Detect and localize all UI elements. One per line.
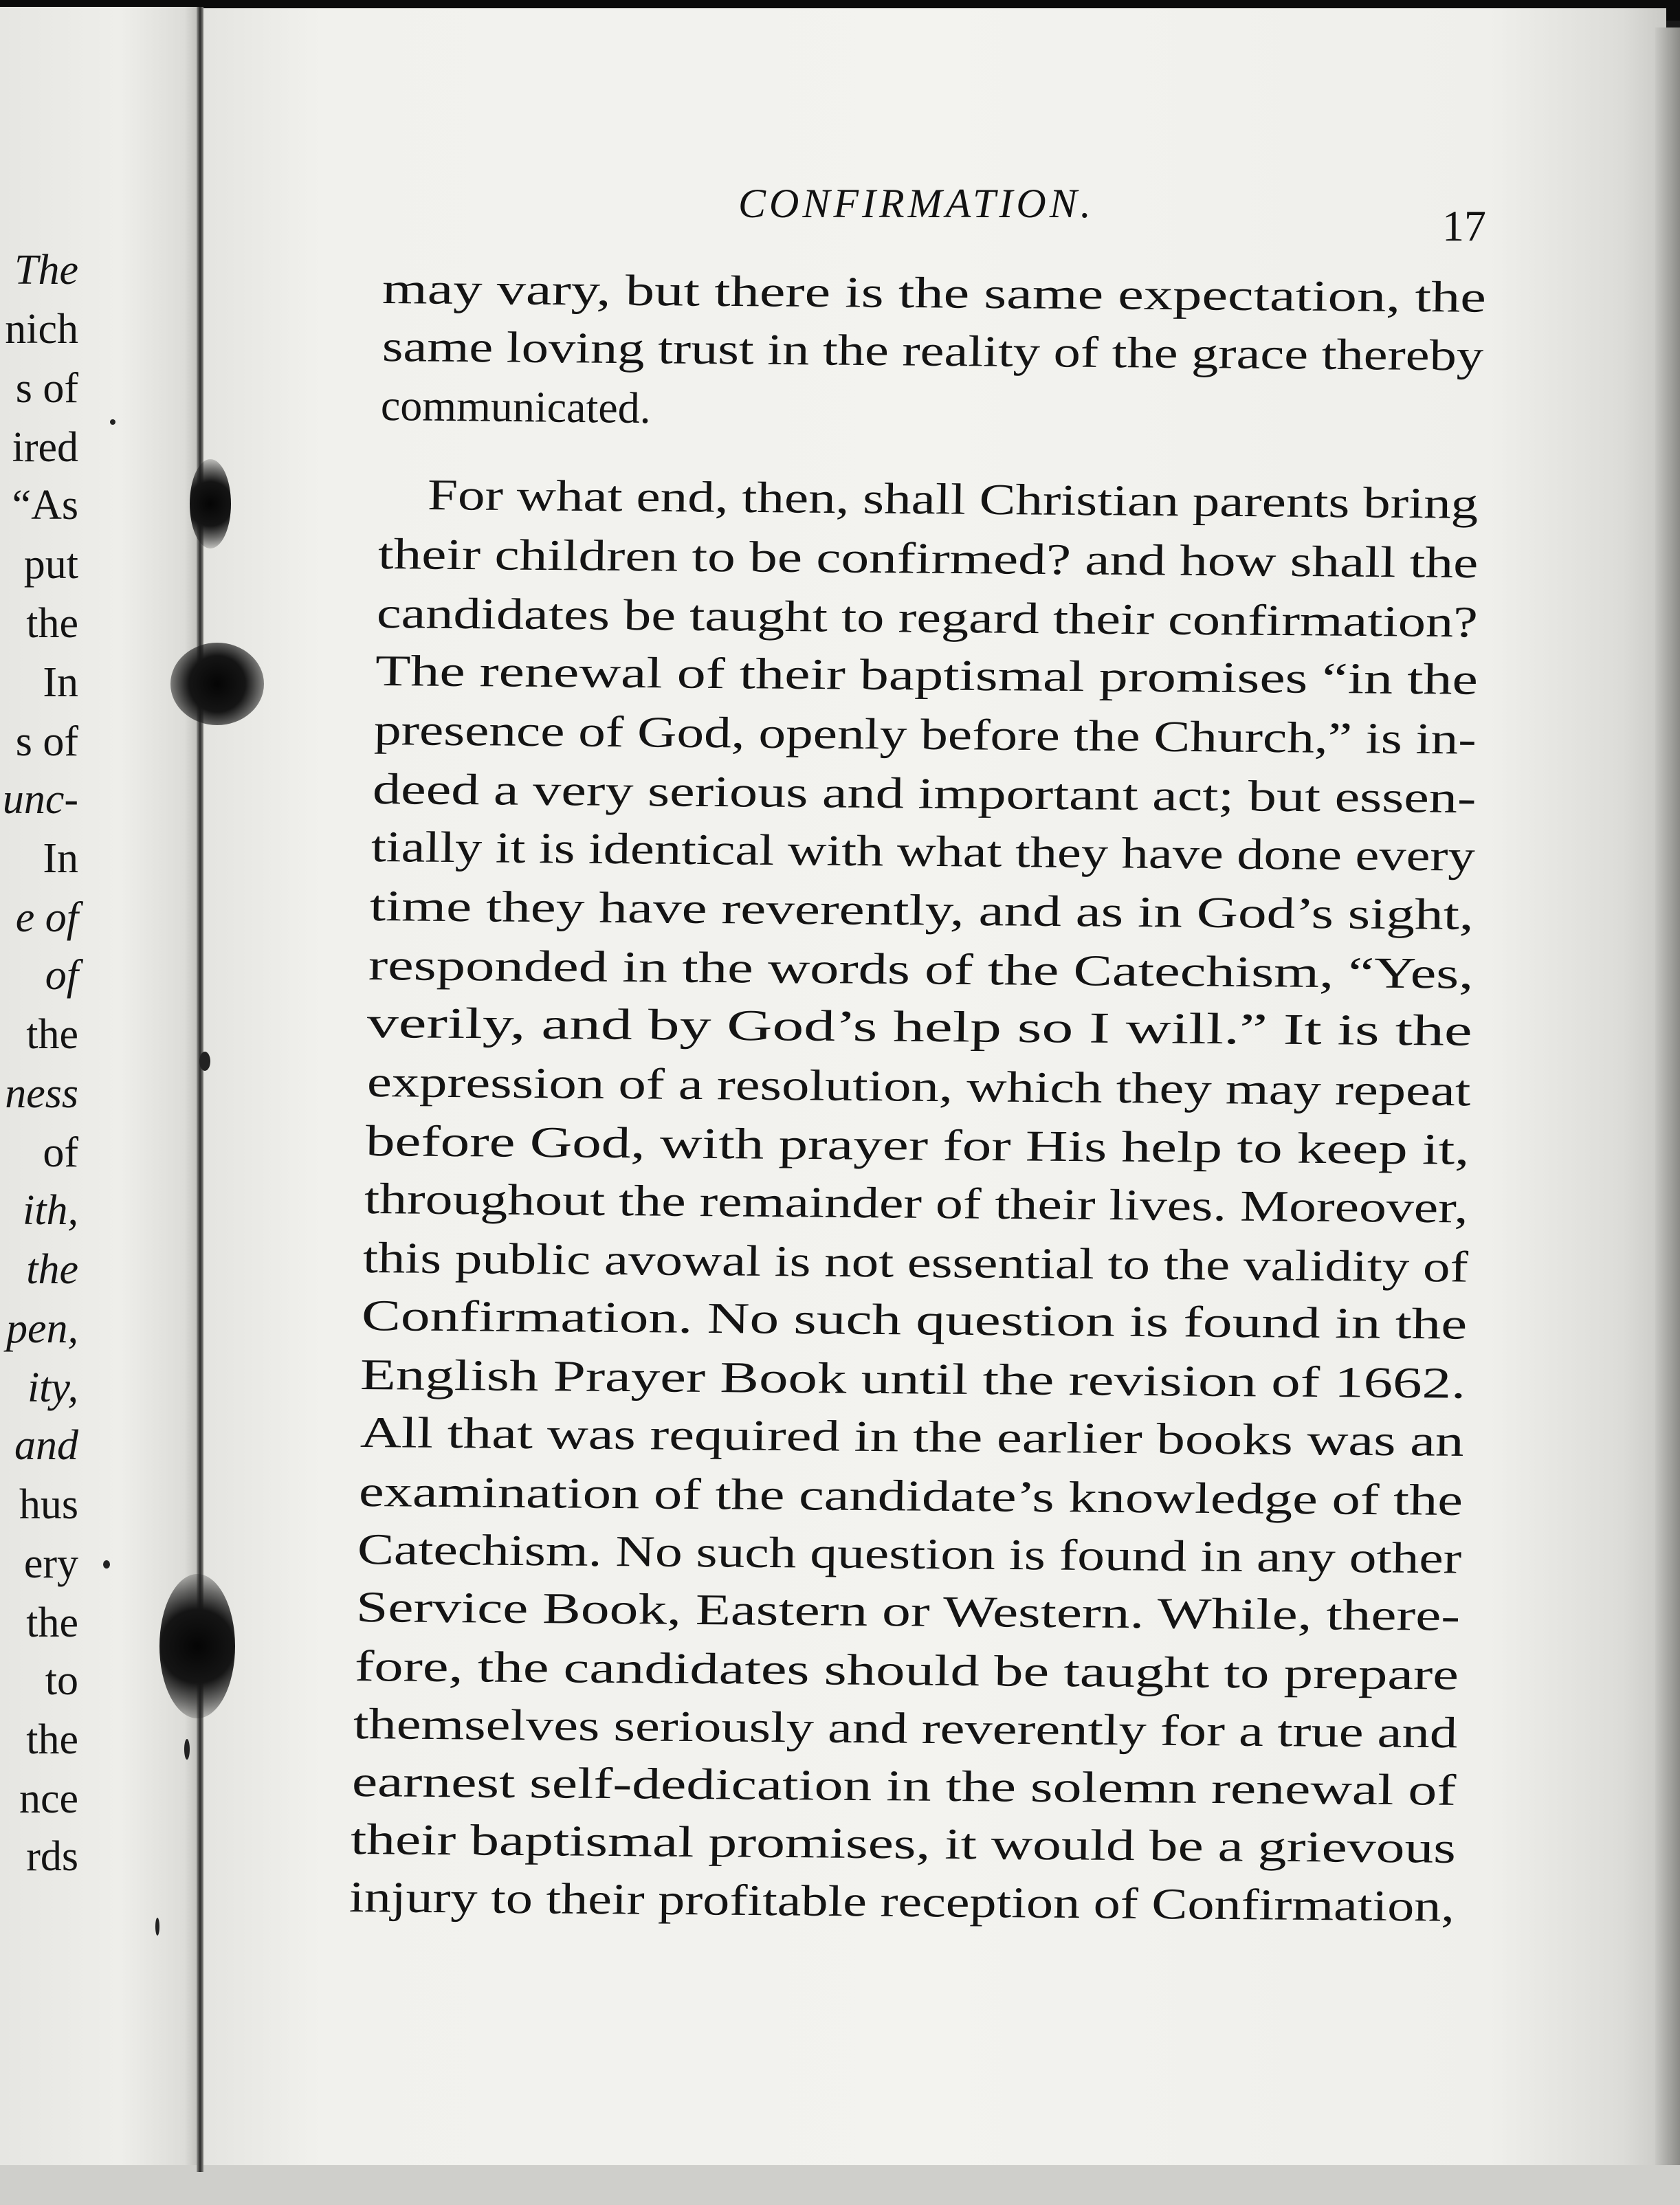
- text-line: Confirmation. No such question is found in the: [361, 1291, 1468, 1349]
- text-line: responded in the words of the Catechism, “Yes,: [368, 940, 1474, 998]
- facing-page-text-fragment: the: [26, 600, 78, 647]
- facing-page-text-fragment: “As: [12, 482, 78, 529]
- facing-page-text-fragment: s of: [15, 718, 78, 765]
- text-line: same loving trust in the reality of the grace thereby: [382, 322, 1484, 380]
- facing-page-text-fragment: s of: [15, 365, 78, 412]
- text-line: this public avowal is not essential to the validity of: [362, 1233, 1469, 1292]
- text-line: injury to their profitable reception of Confirmation,: [349, 1872, 1455, 1931]
- text-line: earnest self-dedication in the solemn renewal of: [351, 1757, 1457, 1815]
- facing-page-text-fragment: In: [43, 659, 78, 706]
- facing-page-text-fragment: of: [43, 1129, 78, 1176]
- facing-page-text-fragment: ith,: [23, 1187, 78, 1234]
- running-head: CONFIRMATION.: [738, 181, 1094, 226]
- facing-page-text-fragment: the: [26, 1716, 78, 1763]
- facing-page-text-fragment: of: [45, 952, 78, 999]
- text-line: Service Book, Eastern or Western. While, there-: [355, 1582, 1461, 1640]
- text-line: For what end, then, shall Christian parents bring: [427, 470, 1479, 528]
- facing-page-text-fragment: In: [43, 835, 78, 882]
- facing-page-text-fragment: unc-: [2, 776, 78, 823]
- facing-page-text-fragment: ness: [5, 1070, 78, 1117]
- page-number: 17: [1442, 201, 1486, 250]
- facing-page-text-fragment: hus: [19, 1481, 78, 1528]
- facing-page-text-fragment: the: [26, 1011, 78, 1058]
- text-line: presence of God, openly before the Church,” is in-: [373, 705, 1477, 764]
- facing-page-text-fragment: ity,: [27, 1364, 78, 1411]
- text-line: candidates be taught to regard their confirmation?: [376, 588, 1479, 647]
- facing-page-text-fragment: The: [14, 247, 78, 293]
- facing-page-text-fragment: and: [14, 1422, 78, 1469]
- text-line: time they have reverently, and as in God’s sight,: [369, 881, 1474, 939]
- text-line: deed a very serious and important act; but essen-: [372, 764, 1477, 823]
- facing-page-text-fragment: to: [45, 1657, 78, 1704]
- text-line: All that was required in the earlier books was an: [360, 1408, 1465, 1465]
- text-line: tially it is identical with what they have done every: [371, 822, 1476, 880]
- text-line: verily, and by God’s help so I will.” It is the: [366, 998, 1473, 1055]
- facing-page-text-fragment: put: [23, 541, 78, 588]
- facing-page-text-fragment: nce: [19, 1775, 78, 1822]
- text-line: may vary, but there is the same expectation, the: [382, 264, 1487, 322]
- facing-page-text-fragment: ired: [12, 424, 78, 471]
- text-line: examination of the candidate’s knowledge of the: [358, 1467, 1463, 1525]
- text-line: fore, the candidates should be taught to prepare: [354, 1641, 1459, 1699]
- text-line: their baptismal promises, it would be a grievous: [350, 1815, 1457, 1872]
- text-line: their children to be confirmed? and how shall the: [377, 529, 1479, 588]
- facing-page-text-fragment: nich: [5, 306, 78, 353]
- facing-page-text-fragment: ery: [23, 1540, 78, 1587]
- facing-page-text-fragment: pen,: [5, 1305, 78, 1352]
- text-line: Catechism. No such question is found in any other: [357, 1525, 1462, 1583]
- facing-page-text-fragment: rds: [26, 1833, 78, 1880]
- text-line: expression of a resolution, which they may repeat: [366, 1057, 1471, 1116]
- facing-page-text-fragment: the: [26, 1246, 78, 1293]
- text-line: themselves seriously and reverently for a true and: [353, 1699, 1458, 1758]
- text-line: The renewal of their baptismal promises “in the: [375, 646, 1479, 704]
- facing-page-text-fragment: the: [26, 1599, 78, 1646]
- text-line: before God, with prayer for His help to keep it,: [365, 1116, 1470, 1174]
- facing-page-text-fragment: e of: [15, 894, 78, 941]
- text-line: English Prayer Book until the revision of 1662.: [360, 1350, 1466, 1408]
- text-line: communicated.: [380, 381, 652, 433]
- text-line: throughout the remainder of their lives. Moreover,: [364, 1174, 1469, 1232]
